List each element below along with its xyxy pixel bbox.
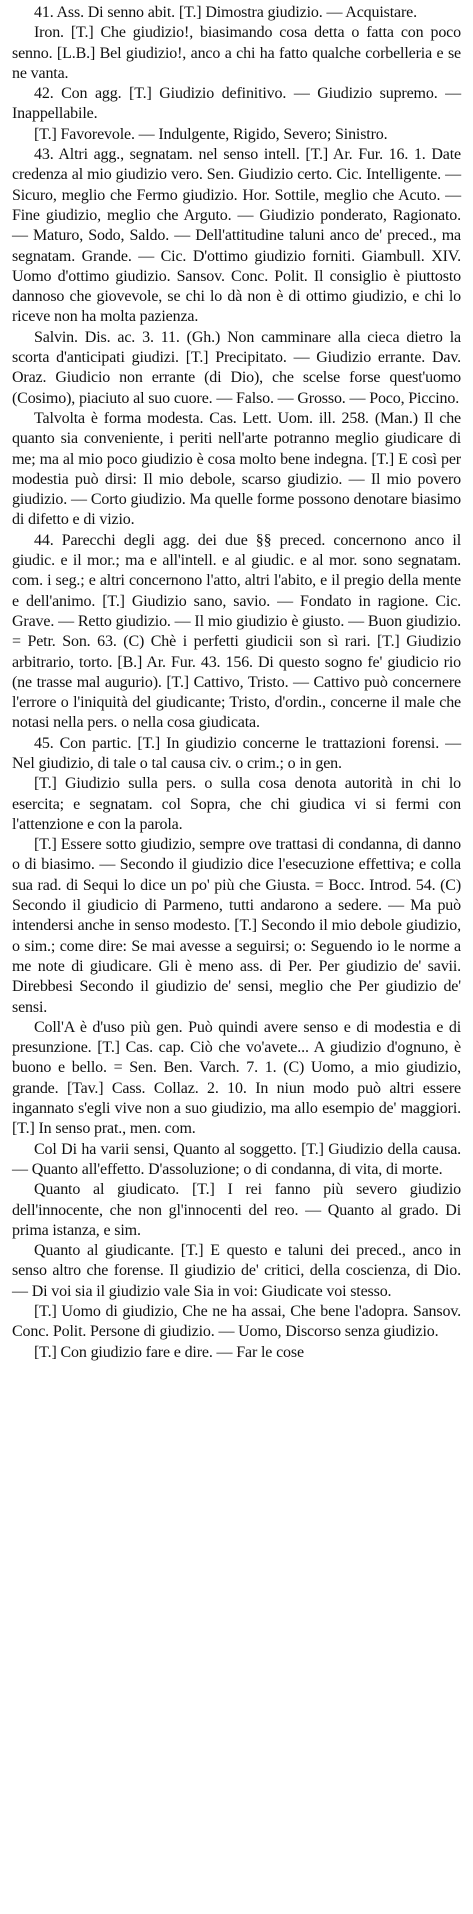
entry-45-col-di: Col Di ha varii sensi, Quanto al soggetto. [T.] Giudizio della causa. — Quanto all'effetto. D'assoluzione; o di condanna, di vita, di morte. xyxy=(12,1140,461,1178)
entry-45-quanto-giudicante: Quanto al giudicante. [T.] E questo e taluni dei preced., anco in senso altro che forense. Il giudizio de' critici, della coscienza, di Dio. — Di voi sia il giudizio vale Sia in voi: Giudicate voi stesso. xyxy=(12,1242,461,1300)
entry-45-coll-a: Coll'A è d'uso più gen. Può quindi avere senso e di modestia e di presunzione. [T.] Cas. cap. Ciò che vo'avete... A giudizio d'ognuno, è buono e bello. = Sen. Ben. Varch. 7. 1. (C) Uomo, a mio giudizio, grande. [Tav.] Cass. Collaz. 2. 10. In niun modo può altri essere ingannato s'egli vive non a suo giudizio, ma allo esempio de' maggiori. [T.] In senso prat., men. com. xyxy=(12,1018,461,1138)
entry-45-sotto-giudizio: [T.] Essere sotto giudizio, sempre ove trattasi di condanna, di danno o di biasimo. — Secondo il giudizio dice l'esecuzione effettiva; e colla sua rad. di Sequi lo dice un po' più che Giusta. = Bocc. Introd. 54. (C) Secondo il giudicio di Parmeno, tutti andarono a sedere. — Ma può intendersi anche in senso modesto. [T.] Secondo il mio debole giudizio, o sim.; come dire: Se mai avesse a seguirsi; o: Seguendo io le norme a me note di giudicare. Gli è meno ass. di Per. Per giudizio de' savii. Direbbesi Secondo il giudizio de' sensi, meglio che Per giudizio de' sensi. xyxy=(12,836,461,1016)
entry-41-iron: Iron. [T.] Che giudizio!, biasimando cosa detta o fatta con poco senno. [L.B.] Bel giudizio!, anco a chi ha fatto qualche corbelleria e se ne vanta. xyxy=(12,24,461,82)
entry-45-uomo-di-giudizio: [T.] Uomo di giudizio, Che ne ha assai, Che bene l'adopra. Sansov. Conc. Polit. Persone di giudizio. — Uomo, Discorso senza giudizio. xyxy=(12,1303,461,1341)
entry-43-talvolta: Talvolta è forma modesta. Cas. Lett. Uom. ill. 258. (Man.) Il che quanto sia conveniente, i periti nell'arte potranno meglio giudicare di me; ma al mio poco giudizio è cosa molto bene indegna. [T.] E così per modestia può dirsi: Il mio debole, scarso giudizio. — Il mio povero giudizio. — Corto giudizio. Ma quelle forme possono denotare biasimo di difetto e di vizio. xyxy=(12,409,461,529)
entry-44: 44. Parecchi degli agg. dei due §§ preced. concernono anco il giudic. e il mor.; ma e all'intell. e al giudic. e al mor. sono segnatam. com. i seg.; e altri concernono l'atto, altri l'abito, e il pregio della mente e dell'animo. [T.] Giudizio sano, savio. — Fondato in ragione. Cic. Grave. — Retto giudizio. — Il mio giudizio è giusto. — Buon giudizio. = Petr. Son. 63. (C) Chè i perfetti giudicii son sì rari. [T.] Giudizio arbitrario, torto. [B.] Ar. Fur. 43. 156. Di questo sogno fe' giudicio rio (ne trasse mal augurio). [T.] Cattivo, Tristo. — Cattivo può concernere l'errore o l'iniquità del giudicante; Tristo, d'ordin., concerne il male che notasi nella pers. o nella cosa giudicata. xyxy=(12,531,461,732)
entry-43: 43. Altri agg., segnatam. nel senso intell. [T.] Ar. Fur. 16. 1. Date credenza al mio giudizio vero. Sen. Giudizio certo. Cic. Intelligente. — Sicuro, meglio che Fermo giudizio. Hor. Sottile, meglio che Acuto. — Fine giudizio, meglio che Arguto. — Giudizio ponderato, Ragionato. — Maturo, Sodo, Saldo. — Dell'attitudine taluni anco de' preced., ma segnatam. Grande. — Cic. D'ottimo giudizio forniti. Giambull. XIV. Uomo d'ottimo giudizio. Sansov. Conc. Polit. Il consiglio è piuttosto dannoso che giovevole, se chi lo dà non è di ottimo giudizio, e chi lo riceve non ha molta pazienza. xyxy=(12,146,461,326)
entry-42: 42. Con agg. [T.] Giudizio definitivo. — Giudizio supremo. — Inappellabile. xyxy=(12,85,461,123)
entry-41: 41. Ass. Di senno abit. [T.] Dimostra giudizio. — Acquistare. xyxy=(34,4,417,21)
entry-43-salvin: Salvin. Dis. ac. 3. 11. (Gh.) Non camminare alla cieca dietro la scorta d'anticipati giudizi. [T.] Precipitato. — Giudizio errante. Dav. Oraz. Giudicio non errante (di Dio), che scelse forse quest'uomo (Cosimo), piaciuto al suo cuore. — Falso. — Grosso. — Poco, Piccino. xyxy=(12,328,461,407)
entry-45-quanto-giudicato: Quanto al giudicato. [T.] I rei fanno più severo giudizio dell'innocente, che non gl'innocenti del reo. — Quanto al grado. Di prima istanza, e sim. xyxy=(12,1181,461,1239)
entry-45-con-giudizio: [T.] Con giudizio fare e dire. — Far le cose xyxy=(34,1343,304,1361)
entry-45-sulla-pers: [T.] Giudizio sulla pers. o sulla cosa denota autorità in chi lo esercita; e segnatam. col Sopra, che chi giudica vi si fermi con l'attenzione e con la parola. xyxy=(12,775,461,833)
entry-42-favorevole: [T.] Favorevole. — Indulgente, Rigido, Severo; Sinistro. xyxy=(34,125,388,143)
entry-45: 45. Con partic. [T.] In giudizio concerne le trattazioni forensi. — Nel giudizio, di tale o tal causa civ. o crim.; o in gen. xyxy=(12,734,461,772)
